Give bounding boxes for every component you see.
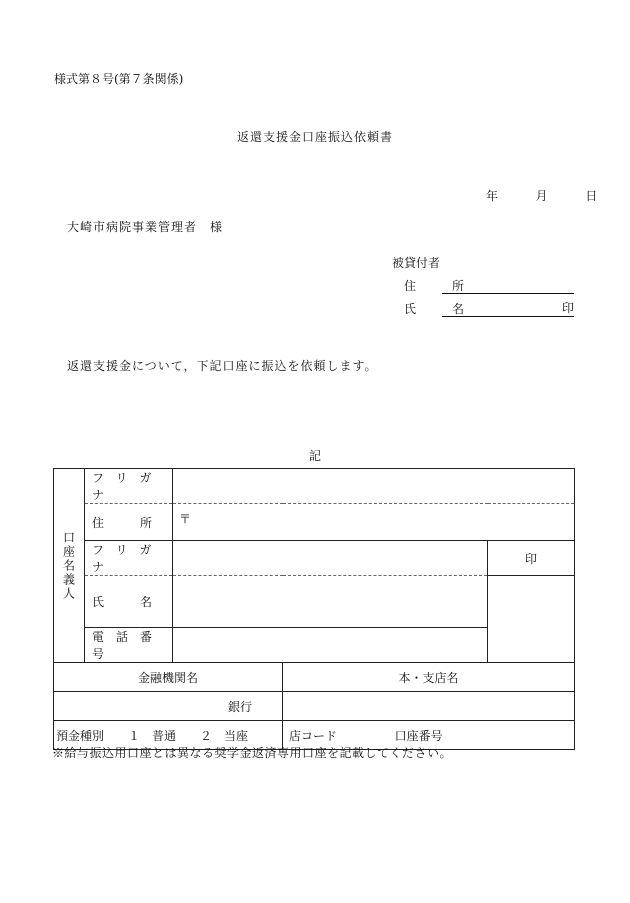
phone-label: 電話番号	[85, 628, 173, 663]
address-label-cell	[85, 504, 173, 541]
name-label: 氏 名	[92, 595, 153, 609]
date-year: 年	[486, 189, 499, 203]
furigana-label-2: フリガナ	[85, 541, 173, 576]
address-field[interactable]	[173, 504, 575, 541]
name-field[interactable]	[173, 576, 488, 628]
furigana-label-1: フリガナ	[85, 469, 173, 504]
account-table	[53, 468, 575, 750]
store-code-label: 店コード	[289, 728, 338, 743]
seal-header: 印	[488, 541, 575, 576]
borrower-name-field[interactable]	[442, 302, 574, 317]
ki-heading: 記	[308, 449, 321, 463]
account-number-label: 口座番号	[394, 728, 443, 743]
bank-suffix: 銀行	[227, 699, 252, 714]
borrower-address-label: 住 所	[404, 279, 477, 293]
footnote: ※給与振込用口座とは異なる奨学金返済専用口座を記載してください。	[52, 746, 453, 760]
bank-name-header: 金融機関名	[54, 663, 283, 692]
form-number: 様式第８号(第７条関係)	[54, 72, 184, 86]
postal-mark: 〒	[179, 512, 192, 526]
date-month: 月	[535, 189, 548, 203]
address-label: 住 所	[92, 515, 153, 530]
holder-label: 口座名義人	[54, 469, 85, 663]
furigana-field-2[interactable]	[173, 541, 488, 576]
branch-header: 本・支店名	[283, 663, 575, 692]
addressee: 大崎市病院事業管理者 様	[67, 220, 224, 234]
name-label-cell	[85, 576, 173, 628]
account-type: 預金種別 １ 普通 ２ 当座	[56, 728, 249, 743]
seal-box[interactable]	[488, 576, 575, 663]
date-line	[486, 187, 597, 204]
page-title: 返還支援金口座振込依頼書	[236, 130, 393, 144]
furigana-field-1[interactable]	[173, 469, 575, 504]
borrower-heading: 被貸付者	[392, 256, 441, 270]
borrower-name-label: 氏 名	[404, 302, 477, 316]
seal-mark: 印	[561, 301, 574, 315]
request-text: 返還支援金について，下記口座に振込を依頼します。	[67, 359, 378, 373]
phone-field[interactable]	[173, 628, 488, 663]
date-day: 日	[585, 189, 598, 203]
bank-name-field[interactable]	[54, 692, 283, 721]
borrower-address-field[interactable]	[442, 279, 574, 294]
borrower-address-row	[392, 277, 574, 294]
branch-field[interactable]	[283, 692, 575, 721]
borrower-name-row	[392, 300, 574, 317]
